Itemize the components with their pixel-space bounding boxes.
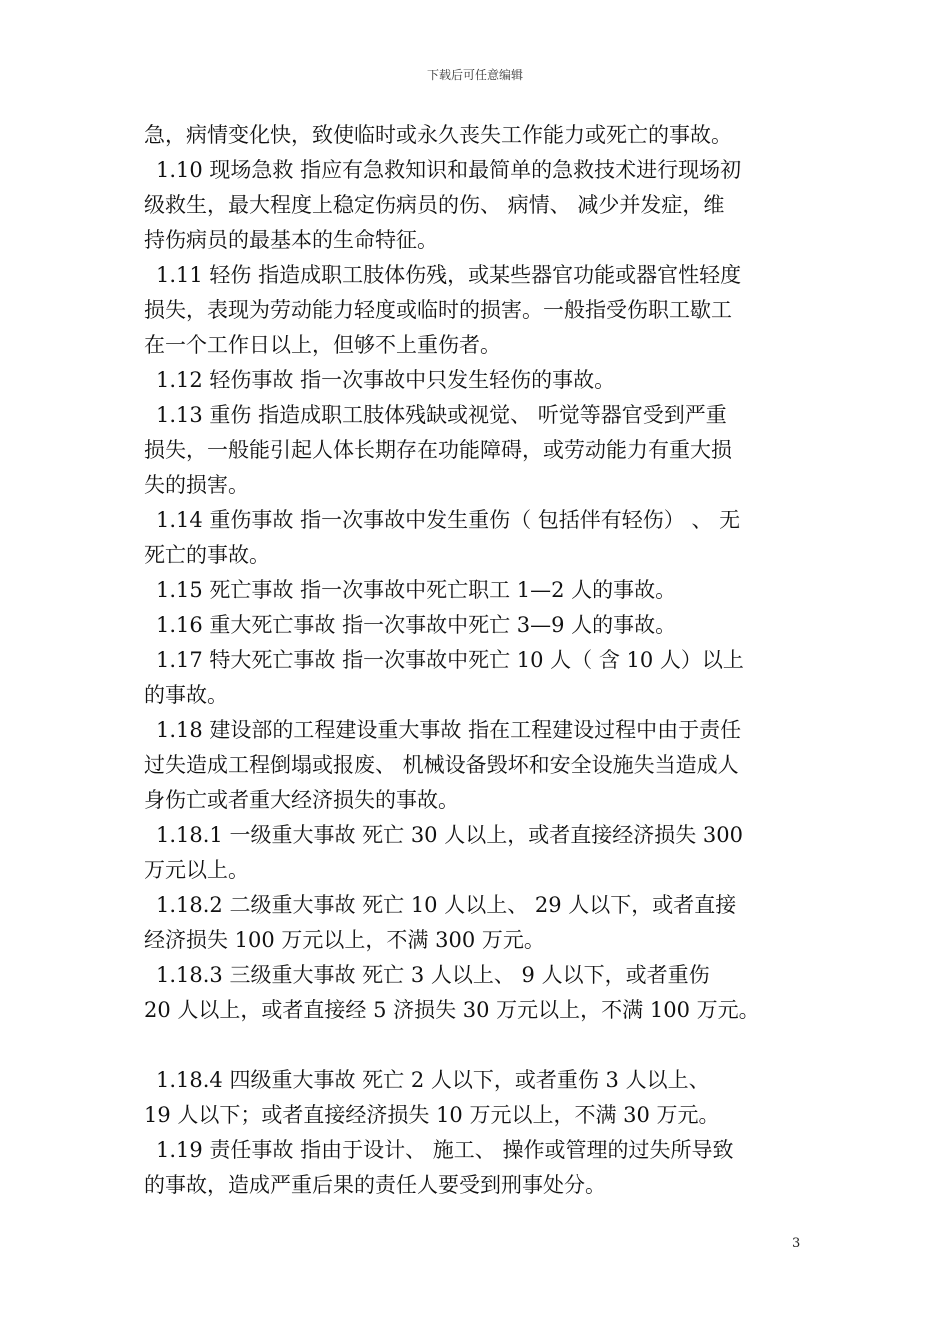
text-line: 急，病情变化快，致使临时或永久丧失工作能力或死亡的事故。 [144,123,732,147]
text-line: 万元以上。 [144,858,249,882]
text-line: 1.17 特大死亡事故 指一次事故中死亡 10 人（ 含 10 人）以上 [156,648,744,672]
blank-line [144,1028,834,1063]
text-line: 持伤病员的最基本的生命特征。 [144,228,438,252]
text-line: 1.16 重大死亡事故 指一次事故中死亡 3—9 人的事故。 [156,613,677,637]
page-number: 3 [792,1236,801,1251]
text-line: 1.11 轻伤 指造成职工肢体伤残，或某些器官功能或器官性轻度 [156,263,742,287]
text-line: 1.12 轻伤事故 指一次事故中只发生轻伤的事故。 [156,368,616,392]
text-line: 1.15 死亡事故 指一次事故中死亡职工 1—2 人的事故。 [156,578,677,602]
text-line: 19 人以下；或者直接经济损失 10 万元以上，不满 30 万元。 [144,1103,720,1127]
text-line: 1.18.3 三级重大事故 死亡 3 人以上、 9 人以下，或者重伤 [156,963,710,987]
text-line: 1.13 重伤 指造成职工肢体残缺或视觉、 听觉等器官受到严重 [156,403,727,427]
text-line: 在一个工作日以上，但够不上重伤者。 [144,333,501,357]
text-line: 死亡的事故。 [144,543,270,567]
text-line: 经济损失 100 万元以上，不满 300 万元。 [144,928,545,952]
text-line: 1.18.1 一级重大事故 死亡 30 人以上，或者直接经济损失 300 [156,823,743,847]
text-line: 20 人以上，或者直接经 5 济损失 30 万元以上，不满 100 万元。 [144,998,760,1022]
text-line: 的事故，造成严重后果的责任人要受到刑事处分。 [144,1173,606,1197]
text-line: 1.10 现场急救 指应有急救知识和最简单的急救技术进行现场初 [156,158,742,182]
text-line: 1.14 重伤事故 指一次事故中发生重伤（ 包括伴有轻伤） 、 无 [156,508,741,532]
document-body [144,118,834,1203]
text-line: 损失，一般能引起人体长期存在功能障碍，或劳动能力有重大损 [144,438,732,462]
page-header: 下载后可任意编辑 [426,68,523,82]
text-line: 的事故。 [144,683,228,707]
text-line: 过失造成工程倒塌或报废、 机械设备毁坏和安全设施失当造成人 [144,753,739,777]
text-line: 失的损害。 [144,473,249,497]
text-line: 身伤亡或者重大经济损失的事故。 [144,788,459,812]
text-line: 1.19 责任事故 指由于设计、 施工、 操作或管理的过失所导致 [156,1138,734,1162]
text-line: 1.18 建设部的工程建设重大事故 指在工程建设过程中由于责任 [156,718,742,742]
text-line: 损失，表现为劳动能力轻度或临时的损害。一般指受伤职工歇工 [144,298,732,322]
text-line: 1.18.4 四级重大事故 死亡 2 人以下，或者重伤 3 人以上、 [156,1068,710,1092]
text-line: 1.18.2 二级重大事故 死亡 10 人以上、 29 人以下，或者直接 [156,893,737,917]
text-line: 级救生，最大程度上稳定伤病员的伤、 病情、 减少并发症，维 [144,193,725,217]
